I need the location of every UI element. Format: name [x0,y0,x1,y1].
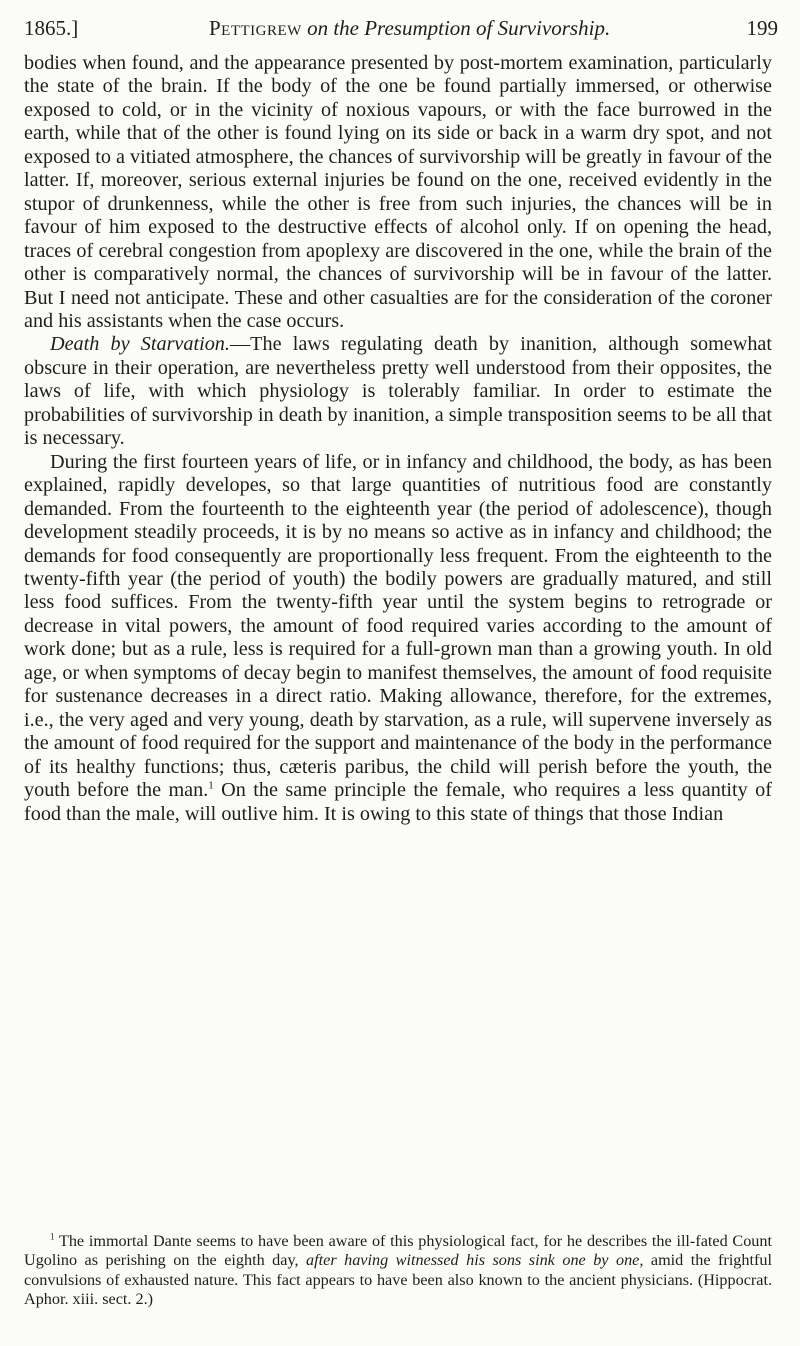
running-header [24,10,778,46]
footnote-paragraph [24,1232,772,1310]
paragraph-text-tail: On the same principle the female, who requires a less quantity of food than the male, will outlive him. It is owing to this state of things that those Indian [24,779,772,825]
footnote-italic-text: after having witnessed his sons sink one by one, [306,1251,644,1270]
paragraph-death-by-starvation [24,333,772,450]
header-title [209,10,610,46]
section-heading: Death by Starvation. [50,333,230,356]
footnote-reference: 1 [208,779,214,792]
body-text [24,52,772,826]
page-number: 199 [746,16,778,40]
header-year: 1865.] [24,16,79,40]
paragraph-stages-of-life [24,451,772,826]
paragraph-text: During the first fourteen years of life, or in infancy and childhood, the body, as has been explained, rapidly developes, so that large quantities of nutritious food are constantly demanded. From the fourteenth to the eighteenth year (the period of adolescence), though development steadily proceeds, it is by no means so active as in infancy and childhood; the demands for food consequently are proportionally less frequent. From the eighteenth to the twenty-fifth year (the period of youth) the bodily powers are gradually matured, and still less food suffices. From the twenty-fifth year until the system begins to retrograde or decrease in vital powers, the amount of food required varies according to the amount of work done; but as a rule, less is required for a full-grown man than a growing youth. In old age, or when symptoms of decay begin to manifest themselves, the amount of food requisite for sustenance decreases in a direct ratio. Making allowance, therefore, for the extremes, i.e., the very aged and very young, death by starvation, as a rule, will supervene inversely as the amount of food required for the support and maintenance of the body in the performance of its healthy functions; thus, cæteris paribus, the child will perish before the youth, the youth before the man. [24,450,772,802]
footnote [24,1232,772,1310]
footnote-text: The immortal Dante seems to have been aware of this physiological fact, for he describes the ill-fated Count Ugolino as perishing on the eighth day, [24,1232,772,1270]
paragraph-text: —The laws regulating death by inanition, although somewhat obscure in their operation, are nevertheless pretty well understood from their opposites, the laws of life, with which physiology is tolerably familiar. In order to estimate the probabilities of survivorship in death by inanition, a simple transposition seems to be all that is necessary. [24,333,772,450]
header-title-italic: on the Presumption of Survivorship. [307,16,611,40]
header-author: Pettigrew [209,16,302,40]
paragraph-continuation: bodies when found, and the appearance presented by post-mortem examination, particularly the state of the brain. If the body of the one be found partially immersed, or otherwise exposed to cold, or in the vicinity of noxious vapours, or with the face burrowed in the earth, while that of the other is found lying on its side or back in a warm dry spot, and not exposed to a vitiated atmosphere, the chances of survivorship will be greatly in favour of the latter. If, moreover, serious external injuries be found on the one, received evidently in the stupor of drunkenness, while the other is free from such injuries, the chances will be in favour of him exposed to the destructive effects of alcohol only. If on opening the head, traces of cerebral congestion from apoplexy are discovered in the one, while the brain of the other is comparatively normal, the chances of survivorship will be in favour of the latter. But I need not anticipate. These and other casualties are for the consideration of the coroner and his assistants when the case occurs. [24,52,772,332]
footnote-text-end: amid the frightful convulsions of exhausted nature. This fact appears to have been also known to the ancient physicians. (Hippocrat. Aphor. xiii. sect. 2.) [24,1251,772,1309]
footnote-marker: 1 [50,1231,55,1242]
